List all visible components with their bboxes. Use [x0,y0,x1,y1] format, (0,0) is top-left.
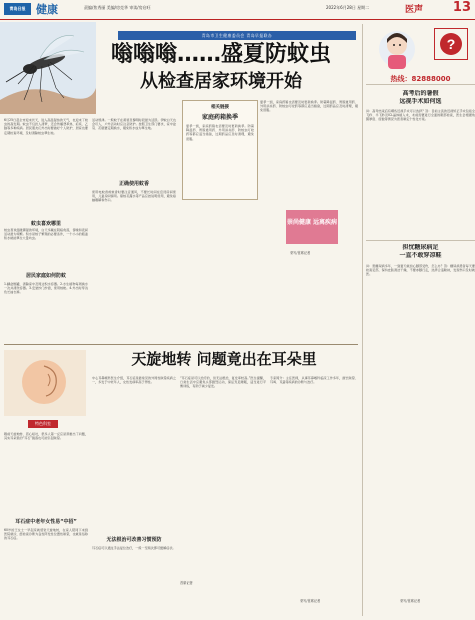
main-col2-heading1: 正确使用蚊香 [118,181,149,187]
side-article2-body: 问：患糖尿病多年，一到夏天就担心脚部受伤，怎么办？答：糖尿病患者每天要检查足部，保持皮肤清洁干燥，不要赤脚行走，选择合适鞋袜，发现伤口及时就医。 [366,264,475,277]
main-col4-body: 夏季一到，家庭药箱也需要及时更新换季。防暑降温药、胃肠道用药、外用消炎药、防蚊虫叮咬药等都应适当储备，过期药品应及时清理，避免误服。 [260,100,358,113]
bottom-col2-para2: 耳石症可以通过手法复位治疗，一般一至两次即可缓解症状。 [92,546,176,550]
bottom-col2-heading: 无法根治可改善习惯预防 [106,537,162,543]
sponsor-banner: 青岛市卫生健康委员会 青岛早报联办 [118,31,356,40]
column-divider [362,24,363,616]
page-number: 13 [452,0,471,15]
related-link-title: 相关链接 [211,105,229,110]
side-article1-subtitle: 远视手术如何选 [399,98,442,105]
main-subheadline: 从检查居家环境开始 [140,71,302,92]
hotline: 热线：82888000 [390,75,451,83]
main-col1-heading2: 居民家庭如何防蚊 [25,273,66,279]
divider [366,84,475,85]
cartoon-girl-illustration [372,25,422,71]
issue-date: 2022年6月28日 星期二 [326,5,370,10]
side-article1-title: 高考后的暑假 [402,90,439,97]
question-icon [435,29,467,59]
side-article2-subtitle: 一直不敢穿凉鞋 [399,252,442,259]
feature-tag: 特色科室 [28,420,58,428]
bottom-headline: 天旋地转 问题竟出在耳朵里 [131,350,317,368]
ask-expert-box [434,28,468,60]
main-col4 [260,100,358,300]
bottom-col4-credit: 采写/首席记者 [300,599,321,603]
main-headline: 嗡嗡嗡……盛夏防蚊虫 [110,42,331,67]
page-label: 医声 [405,5,424,15]
editor-credits: 责编/焦秀丽 美编/房克华 审读/房启旺 [84,5,151,10]
main-col1-para2: 蚊虫喜欢温暖潮湿的环境，白天多藏在阴暗角落，傍晚和夜间活动最为频繁。积水是蚊子繁殖的必要条件，一个小小的瓶盖积水就能孳生大量幼虫。 [4,228,88,241]
side-article1-body: 问：高考结束后有哪些近视手术可以选择？答：目前主流的近视矫正手术包括全飞秒、半飞秒及ICL晶体植入术，术前需要进行全面的眼部检查，医生会根据角膜厚度、度数等情况为患者制定个性化方案。 [366,109,475,122]
page-header [0,0,475,20]
side-article2-title: 担忧糖尿病足 [402,244,439,251]
divider [366,240,475,241]
bottom-col3-para1: “耳石症是可以治疗的，但无法根治，复发率较高。”医生提醒，日常生活中应避免头部剧烈运动，保证充足睡眠，适当进行平衡训练，有助于减少复发。 [180,376,266,389]
related-link-box [182,100,258,200]
bottom-col1-para2: 60岁的王女士一早起床就感觉天旋地转，在家人陪同下来到医院就诊，经检查诊断为良性阵发性位置性眩晕，也就是俗称的耳石症。 [4,528,88,541]
bottom-col3-credit: 首席记者 [180,581,193,585]
main-col1-heading1: 蚊虫喜欢哪里 [30,221,61,227]
side-article2-credit: 采写/首席记者 [400,599,421,603]
health-badge: 崇尚健康 远离疾病 [286,210,338,244]
section-divider [4,344,358,345]
bottom-col1-para1: 眼前天旋地转、恶心呕吐，很多人第一反应是颈椎出了问题，其实耳朵里的“耳石”脱落也可能引起眩晕。 [4,432,88,441]
mosquito-illustration [0,22,96,114]
related-link-subtitle: 家庭药箱换季 [201,114,238,121]
svg-text:?: ? [446,36,456,52]
ear-illustration [4,350,86,416]
main-col2-para2: 使用电蚊香或蚊香时要注意通风，不要长时间在密闭房间使用，儿童房间慎用。驱蚊花露水等产品应按说明使用，避免接触眼睛和伤口。 [92,190,176,203]
main-col1-para3: 1.翻盆倒罐，清除家中及周边积水容器。2.水生植物每周换水一次并清洗容器。3.安装纱门纱窗，使用蚊帐。4.外出时穿浅色长袖衣裤。 [4,282,88,295]
header-rule [0,19,475,20]
bottom-col4-para1: 专家简介：主任医师，从事耳鼻喉科临床工作多年，擅长眩晕、耳鸣、耳聋等疾病的诊断与治疗。 [270,376,358,385]
bottom-col1-heading: 耳石症中老年女性易“中招” [15,519,77,525]
section-title: 健康 [36,3,58,16]
main-col2-para1: 活动规律。一般蚊子在黄昏及黎明时段最为活跃。伊蚊白天也会叮人，户外活动时应注意防护。按照卫生部门要求，家中盆景、花瓶要定期换水，避免积水成为孳生地。 [92,118,176,131]
main-col1-para1: 6月25日起全市迎来伏天，进入高温湿热的天气，也迎来了蚊虫的高发期。蚊虫不仅扰人清梦，还会传播登革热、疟疾、乙脑等多种疾病。居民朋友们外出时要做好个人防护，居家也要定期检查环境，及时清除蚊虫孳生地。 [4,118,88,135]
main-credit: 采写/首席记者 [290,251,311,255]
bottom-col2-para1: 中心耳鼻喉科医生介绍，耳石症是最常见的外周性眩晕疾病之一，多发于中老年人，女性发病率高于男性。 [92,376,176,385]
paper-logo: 青岛日报 [4,3,31,15]
related-link-body: 夏季一到，家庭药箱也需要及时更新换季。防暑降温药、胃肠道用药、外用消炎药、防蚊虫叮咬药等都应适当储备，过期药品应及时清理，避免误服。 [186,124,254,141]
